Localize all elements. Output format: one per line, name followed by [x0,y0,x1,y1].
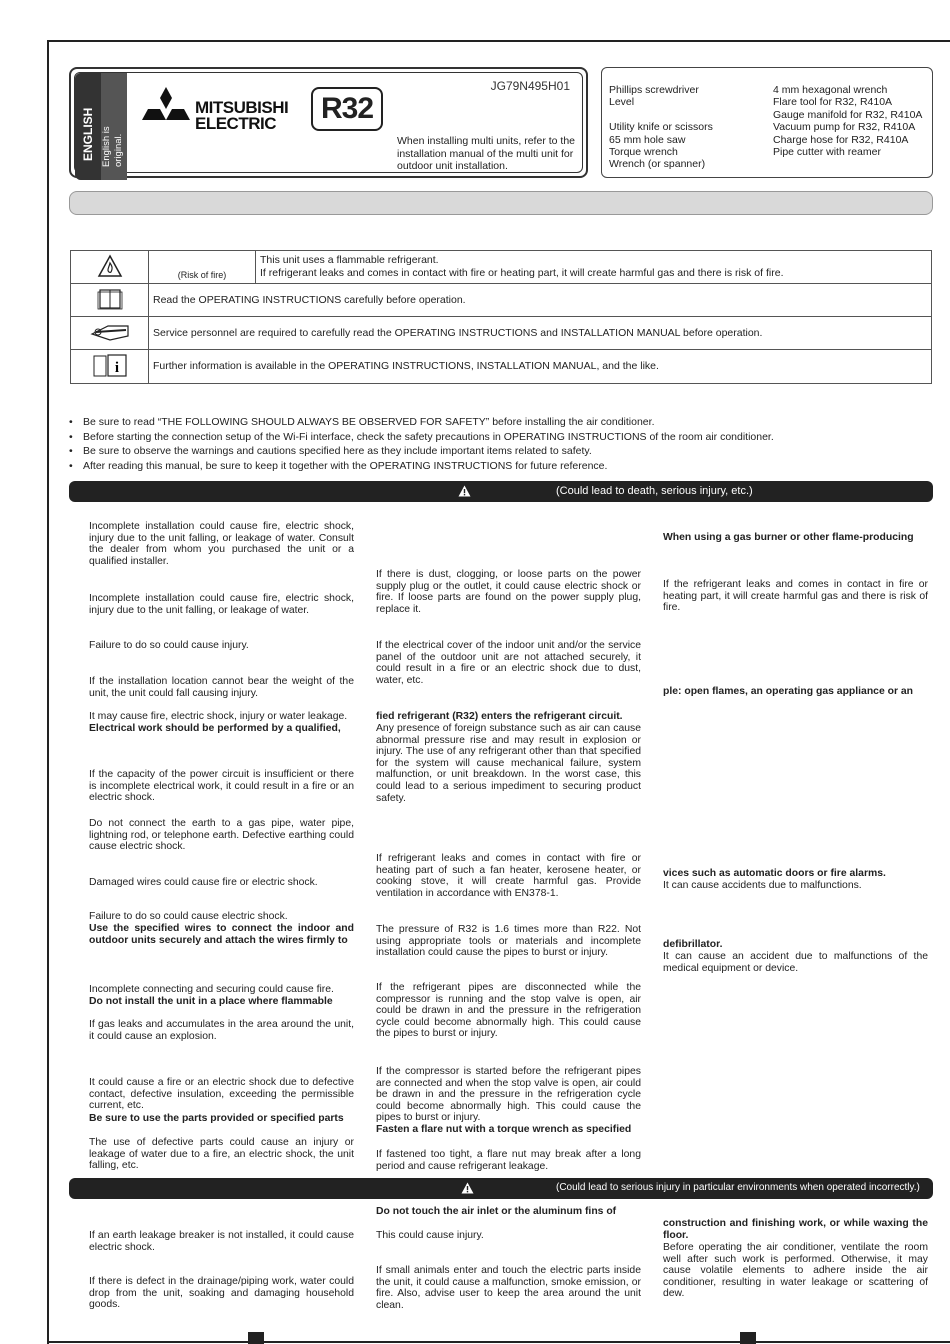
warning-text: The use of defective parts could cause an injury or leakage of water due to a fire, an electric shock, the unit falling, etc. [89,1137,354,1172]
warning-heading: fied refrigerant (R32) enters the refrigerant circuit. [376,711,623,722]
warning-column-3 [663,532,928,992]
further-info-text: Further information is available in the OPERATING INSTRUCTIONS, INSTALLATION MANUAL, and the like. [149,350,932,384]
warning-heading: Do not install the unit in a place where flammable [89,996,333,1007]
page-frame-left [47,40,49,1344]
tools-left-column [609,84,713,171]
warning-column-1 [89,521,354,1176]
warning-text: If the capacity of the power circuit is insufficient or there is incomplete electrical work, it could result in a fire or an electric shock. [89,769,354,804]
tool-item: Charge hose for R32, R410A [773,133,909,146]
tools-box [601,67,933,178]
language-tab [75,73,127,180]
page-frame-bottom [47,1341,950,1343]
tool-item: 65 mm hole saw [609,133,686,146]
warning-text: Any presence of foreign substance such as air can cause abnormal pressure rise and may result in explosion or injury. The use of any refrigerant other than that specified for the system will cause mechanical failure, system malfunction, or unit breakdown. In the worst case, this could lead to a serious impediment to securing product safety. [376,723,641,804]
warning-text: It may cause fire, electric shock, injury or water leakage. [89,711,348,722]
flammable-line2: If refrigerant leaks and comes in contact with fire or heating part, it will create harmful gas and there is risk of fire. [260,267,784,279]
bullet-item: • Before starting the connection setup of the Wi-Fi interface, check the safety precautions in OPERATING INSTRUCTIONS of the room air conditioner. [69,430,774,445]
information-book-icon [71,350,149,384]
tool-item: Wrench (or spanner) [609,158,706,171]
document-code: JG79N495H01 [490,79,570,93]
tool-item: Vacuum pump for R32, R410A [773,121,916,134]
warning-text: It could cause a fire or an electric shock due to defective contact, defective insulation, exceeding the permissible current, etc. [89,1077,354,1112]
flammable-text [256,251,932,284]
warning-heading: defibrillator. [663,939,723,950]
tool-item: Utility knife or scissors [609,121,713,134]
flame-warning-icon [71,251,149,284]
warning-text: Incomplete connecting and securing could cause fire. [89,984,334,995]
symbol-row-info [71,350,932,384]
warning-heading: When using a gas burner or other flame-producing [663,532,914,543]
service-personnel-text: Service personnel are required to carefully read the OPERATING INSTRUCTIONS and INSTALLATION MANUAL before operation. [149,317,932,350]
warning-heading: vices such as automatic doors or fire alarms. [663,868,886,879]
flammable-line1: This unit uses a flammable refrigerant. [260,254,439,266]
header-box [69,67,588,178]
caution-heading: Do not touch the air inlet or the aluminum fins of [376,1206,617,1217]
warning-text: If the compressor is started before the refrigerant pipes are connected and when the stop valve is open, air could be drawn in and the pressure in the refrigeration cycle could become abnormally high. This could cause the pipes to burst or injury. [376,1066,641,1124]
caution-heading: construction and finishing work, or while waxing the floor. [663,1218,928,1241]
manual-book-icon [71,284,149,317]
warning-bar-note: (Could lead to death, serious injury, etc.) [556,485,753,497]
section-title-bar [69,191,933,215]
caution-column-1 [89,1230,354,1320]
tool-item: Phillips screwdriver [609,84,699,96]
tool-item: Pipe cutter with reamer [773,146,881,159]
warning-bar [69,481,933,502]
tools-right-column [773,84,922,158]
caution-bar [69,1178,933,1199]
tool-item: Gauge manifold for R32, R410A [773,108,923,121]
original-note-line2: original. [113,133,124,167]
header-inner [74,72,583,173]
language-label: ENGLISH [81,107,95,161]
warning-heading: ple: open flames, an operating gas appliance or an [663,686,914,697]
warning-text: Damaged wires could cause fire or electric shock. [89,877,318,888]
warning-text: Do not connect the earth to a gas pipe, water pipe, lightning rod, or telephone earth. Defective earthing could cause electric shock. [89,818,354,853]
symbol-row-read [71,284,932,317]
refrigerant-badge: R32 [311,87,383,131]
bullet-item: • After reading this manual, be sure to keep it together with the OPERATING INSTRUCTIONS for future reference. [69,459,774,474]
warning-text: It can cause accidents due to malfunctions. [663,880,862,891]
warning-text: If the installation location cannot bear the weight of the unit, the unit could fall causing injury. [89,676,354,699]
warning-text: It can cause an accident due to malfunctions of the medical equipment or device. [663,951,928,974]
caution-text: Before operating the air conditioner, ventilate the room well after such work is performed. Otherwise, it may cause volatile elements to adhere inside the air conditioner, resulting in water leakage or scattering of dew. [663,1242,928,1300]
multi-unit-note: When installing multi units, refer to the installation manual of the multi unit for outdoor unit installation. [397,135,575,172]
warning-text: Incomplete installation could cause fire, electric shock, injury due to the unit falling, or leakage of water. Consult the dealer from whom you purchased the unit or a qualified installer. [89,521,354,567]
tool-item: 4 mm hexagonal wrench [773,84,888,96]
warning-text: If the electrical cover of the indoor unit and/or the service panel of the outdoor unit are not attached securely, it could result in a fire or an electric shock due to dust, water, etc. [376,640,641,686]
brand-name [195,100,288,132]
registration-mark [740,1332,756,1344]
warning-heading: Electrical work should be performed by a qualified, [89,723,341,734]
warning-text: Incomplete installation could cause fire, electric shock, injury due to the unit falling, or leakage of water. [89,593,354,616]
bullet-item: • Be sure to read “THE FOLLOWING SHOULD ALWAYS BE OBSERVED FOR SAFETY” before installing the air conditioner. [69,415,774,430]
warning-text: Failure to do so could cause injury. [89,640,249,651]
warning-column-2 [376,569,641,1176]
warning-heading: Be sure to use the parts provided or specified parts [89,1113,344,1124]
tool-item: Level [609,96,635,109]
service-wrench-icon [71,317,149,350]
warning-heading: Use the specified wires to connect the indoor and outdoor units securely and attach the wires firmly to [89,923,354,946]
symbol-row-service [71,317,932,350]
page-frame-top [47,40,950,42]
caution-bar-note: (Could lead to serious injury in particular environments when operated incorrectly.) [556,1182,920,1193]
svg-text:i: i [114,360,119,376]
caution-column-3 [663,1218,928,1298]
original-note-line1: English is [101,126,112,167]
caution-text: If small animals enter and touch the electric parts inside the unit, it could cause a malfunction, smoke emission, or fire. Also, advise user to keep the area around the unit clean. [376,1265,641,1311]
tool-item: Flare tool for R32, R410A [773,96,893,109]
symbols-table [70,250,932,384]
caution-column-2 [376,1206,641,1316]
warning-text: Failure to do so could cause electric shock. [89,911,288,922]
risk-of-fire-label: (Risk of fire) [149,251,256,284]
warning-text: If refrigerant leaks and comes in contact with fire or heating part of such a fan heater, kerosene heater, or cooking stove, it will create harmful gas. Provide ventilation in accordance with EN378-1. [376,853,641,899]
intro-bullet-list [69,415,774,473]
bullet-item: • Be sure to observe the warnings and cautions specified here as they include important items related to safety. [69,444,774,459]
warning-text: If gas leaks and accumulates in the area around the unit, it could cause an explosion. [89,1019,354,1042]
brand-line2: ELECTRIC [195,114,276,133]
read-operating-text: Read the OPERATING INSTRUCTIONS carefully before operation. [149,284,932,317]
warning-text: If the refrigerant pipes are disconnected while the compressor is running and the stop valve is open, air could be drawn in and the pressure in the refrigeration cycle could become abnormally high. This could cause the pipes to burst or injury. [376,982,641,1040]
symbol-row-flammable [71,251,932,284]
tool-spacer [609,109,713,121]
warning-text: If there is dust, clogging, or loose parts on the power supply plug or the outlet, it could cause electric shock or fire. If loose parts are found on the power supply plug, replace it. [376,569,641,615]
caution-text: This could cause injury. [376,1230,484,1241]
warning-text: If fastened too tight, a flare nut may break after a long period and cause refrigerant leakage. [376,1149,641,1172]
warning-text: The pressure of R32 is 1.6 times more than R22. Not using appropriate tools or materials and incomplete installation could cause the pipes to burst or injury. [376,924,641,959]
warning-text: If the refrigerant leaks and comes in contact in fire or heating part, it will create harmful gas and there is risk of fire. [663,579,928,614]
caution-text: If there is defect in the drainage/piping work, water could drop from the unit, soaking and damaging household goods. [89,1276,354,1311]
caution-triangle-icon [461,1182,474,1194]
mitsubishi-logo-icon [141,85,191,131]
registration-mark [248,1332,264,1344]
brand-line1: MITSUBISHI [195,98,289,117]
tool-item: Torque wrench [609,146,678,159]
warning-heading: Fasten a flare nut with a torque wrench as specified [376,1124,632,1135]
caution-text: If an earth leakage breaker is not installed, it could cause electric shock. [89,1230,354,1253]
warning-triangle-icon [458,485,471,497]
